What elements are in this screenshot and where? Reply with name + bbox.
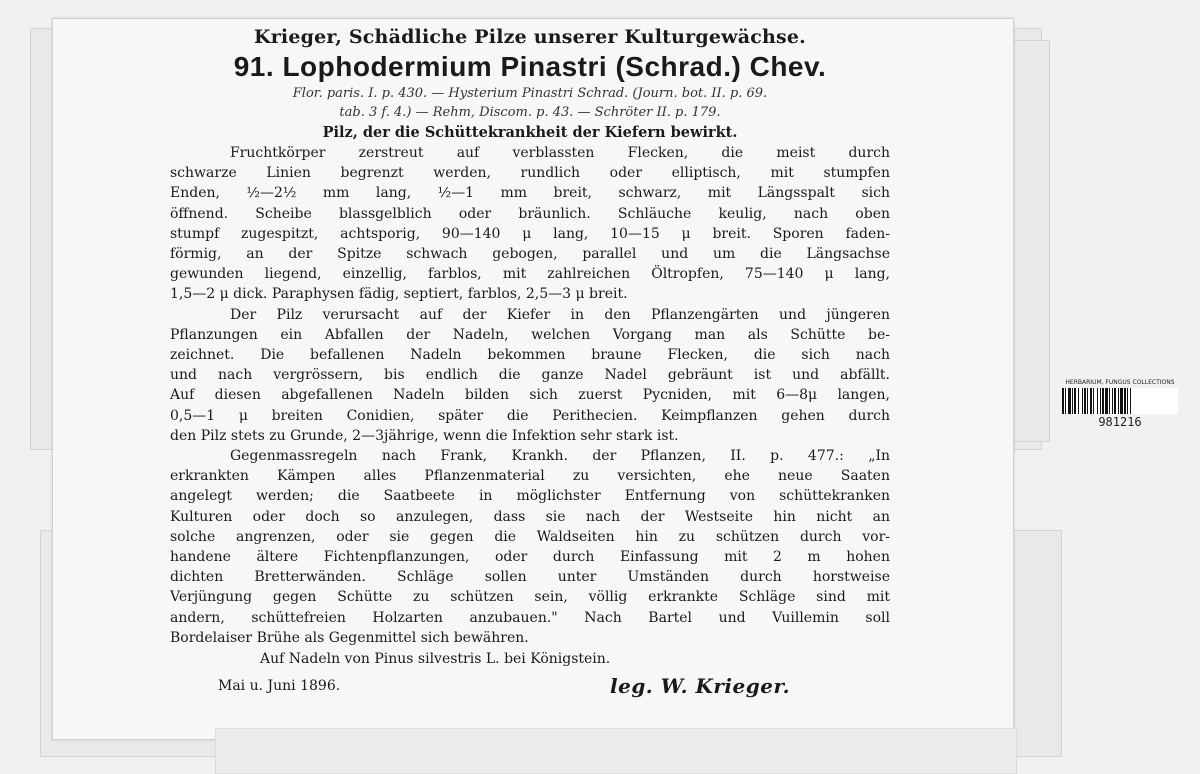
text-line: Verjüngung gegen Schütte zu schützen sein, völlig erkrankte Schläge sind mit [170, 589, 890, 606]
label-subheading: Pilz, der die Schüttekrankheit der Kiefern bewirkt. [322, 124, 738, 141]
label-paragraph-disease [170, 305, 890, 446]
text-line: Gegenmassregeln nach Frank, Krankh. der Pflanzen, II. p. 477.: „In [230, 448, 890, 465]
text-line: öffnend. Scheibe blassgelblich oder bräunlich. Schläuche keulig, nach oben [170, 205, 890, 222]
text-line: den Pilz stets zu Grunde, 2—3jährige, wenn die Infektion sehr stark ist. [170, 427, 679, 444]
text-line: angelegt werden; die Saatbeete in möglichster Entfernung von schüttekranken [170, 488, 890, 505]
text-line: erkrankten Kämpen alles Pflanzenmaterial zu versichten, ehe neue Saaten [170, 468, 890, 485]
text-line: zeichnet. Die befallenen Nadeln bekommen braune Flecken, die sich nach [170, 347, 890, 364]
label-locality: Auf Nadeln von Pinus silvestris L. bei Königstein. [260, 651, 611, 668]
barcode-bars [1062, 388, 1178, 414]
text-line: Pflanzungen ein Abfallen der Nadeln, welchen Vorgang man als Schütte be- [170, 326, 890, 343]
text-line: 1,5—2 μ dick. Paraphysen fädig, septiert, farblos, 2,5—3 μ breit. [170, 286, 628, 303]
text-line: gewunden liegend, einzellig, farblos, mit zahlreichen Öltropfen, 75—140 μ lang, [170, 266, 890, 283]
text-line: Auf diesen abgefallenen Nadeln bilden sich zuerst Pycniden, mit 6—8μ langen, [170, 387, 890, 404]
text-line: Enden, ½—2½ mm lang, ½—1 mm breit, schwarz, mit Längsspalt sich [170, 185, 890, 202]
text-line: Bordelaiser Brühe als Gegenmittel sich bewähren. [170, 629, 529, 646]
text-line: und nach vergrössern, bis endlich die ganze Nadel gebräunt ist und abfällt. [170, 367, 890, 384]
text-line: solche angrenzen, oder sie gegen die Waldseiten hin zu schützen durch vor- [170, 528, 890, 545]
label-paragraph-countermeasures [170, 446, 890, 648]
text-line: andern, schüttefreien Holzarten anzubauen." Nach Bartel und Vuillemin soll [170, 609, 890, 626]
label-collector: leg. W. Krieger. [610, 674, 791, 699]
text-line: Der Pilz verursacht auf der Kiefer in den Pflanzengärten und jüngeren [230, 306, 890, 323]
text-line: Fruchtkörper zerstreut auf verblassten Flecken, die meist durch [230, 145, 890, 161]
text-line: förmig, an der Spitze schwach gebogen, parallel und um die Längsachse [170, 246, 890, 263]
label-citation-line-1: Flor. paris. I. p. 430. — Hysterium Pinastri Schrad. (Journ. bot. II. p. 69. [292, 86, 768, 101]
text-line: handene ältere Fichtenpflanzungen, oder durch Einfassung mit 2 m hohen [170, 549, 890, 566]
label-species-title: 91. Lophodermium Pinastri (Schrad.) Chev. [233, 51, 827, 82]
specimen-label [170, 24, 890, 702]
barcode-institution: HERBARIUM, FUNGUS COLLECTIONS [1065, 379, 1175, 386]
label-paragraph-description [170, 143, 890, 305]
text-line: 0,5—1 μ breiten Conidien, später die Perithecien. Keimpflanzen gehen durch [170, 407, 890, 424]
label-date: Mai u. Juni 1896. [218, 678, 341, 695]
bottom-paper-strip [215, 728, 1017, 774]
label-citation-line-2: tab. 3 f. 4.) — Rehm, Discom. p. 43. — Schröter II. p. 179. [339, 105, 721, 120]
barcode-bar [1131, 388, 1133, 414]
barcode-number: 981216 [1098, 415, 1142, 429]
label-series-title: Krieger, Schädliche Pilze unserer Kulturgewächse. [254, 26, 806, 48]
label-footer [170, 672, 890, 702]
text-line: Kulturen oder doch so anzulegen, dass sie nach der Westseite hin nicht an [170, 508, 890, 525]
barcode-label [1058, 378, 1182, 434]
text-line: dichten Bretterwänden. Schläge sollen unter Umständen durch horstweise [170, 569, 890, 586]
text-line: schwarze Linien begrenzt werden, rundlich oder elliptisch, mit stumpfen [170, 165, 890, 182]
text-line: stumpf zugespitzt, achtsporig, 90—140 μ lang, 10—15 μ breit. Sporen faden- [170, 225, 890, 242]
